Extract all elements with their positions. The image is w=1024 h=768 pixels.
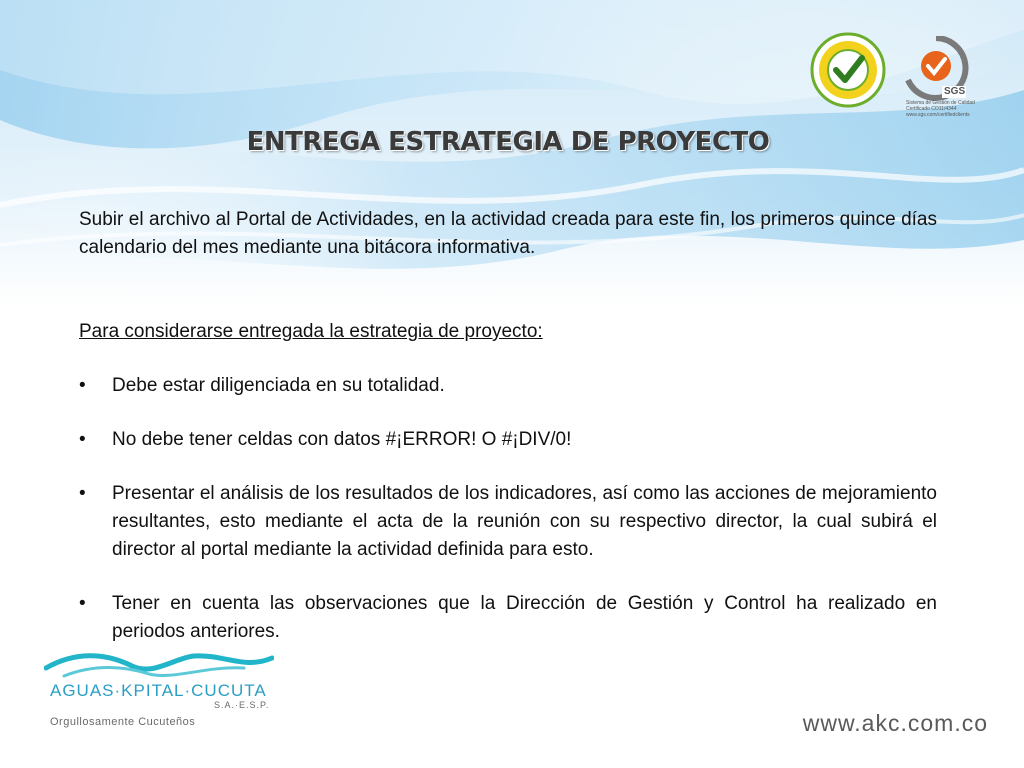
bullet-icon: • [79, 429, 86, 450]
sgs-line-2: Certificado CO11/4344 [906, 106, 957, 112]
sgs-line-1: Sistema de Gestión de Calidad [906, 100, 975, 106]
list-item-text: Debe estar diligenciada en su totalidad. [112, 375, 445, 396]
intro-paragraph: Subir el archivo al Portal de Actividades, en la actividad creada para este fin, los primeros quince días calendario del mes mediante una bitácora informativa. [79, 209, 937, 258]
spacer [79, 262, 937, 318]
slide-content [79, 206, 937, 646]
bullet-icon: • [79, 593, 86, 614]
bullet-icon: • [79, 483, 86, 504]
list-item [79, 480, 937, 564]
list-item [79, 372, 937, 400]
requirements-heading-text: Para considerarse entregada la estrategia de proyecto: [79, 321, 543, 342]
company-name: AGUAS·KPITAL·CUCUTA [50, 681, 267, 700]
list-item-text: Presentar el análisis de los resultados de los indicadores, así como las acciones de mejoramiento resultantes, esto mediante el acta de la reunión con su respectivo director, la cual subirá el director al portal mediante la actividad definida para esto. [112, 483, 937, 560]
list-item [79, 590, 937, 646]
spacer [79, 346, 937, 372]
slide-title: ENTREGA ESTRATEGIA DE PROYECTO [246, 127, 770, 157]
company-tagline: Orgullosamente Cucuteños [50, 716, 196, 728]
social-responsibility-seal [810, 32, 886, 108]
sgs-brand: SGS [944, 86, 966, 97]
website-url: www.akc.com.co [802, 710, 988, 736]
company-logo-waves [44, 648, 274, 680]
list-item-text: No debe tener celdas con datos #¡ERROR! O #¡DIV/0! [112, 429, 572, 450]
requirements-list [79, 372, 937, 646]
list-item [79, 426, 937, 454]
requirements-heading [79, 318, 937, 346]
sgs-line-3: www.sgs.com/certifiedclients [906, 112, 970, 118]
list-item-text: Tener en cuenta las observaciones que la Dirección de Gestión y Control ha realizado en periodos anteriores. [112, 593, 937, 642]
company-suffix: S.A.·E.S.P. [214, 700, 270, 710]
bullet-icon: • [79, 375, 86, 396]
